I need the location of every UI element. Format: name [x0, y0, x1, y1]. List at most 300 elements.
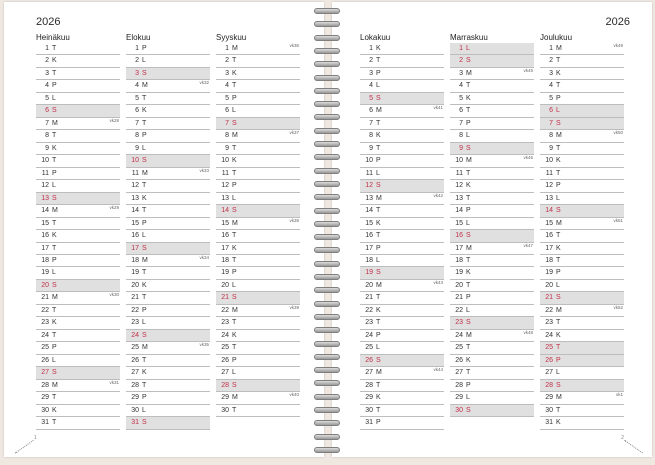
weekday-letter: L [556, 281, 560, 289]
day-row[interactable] [36, 255, 120, 267]
weekday-letter: T [232, 256, 237, 264]
day-row[interactable] [126, 193, 210, 205]
day-row[interactable] [36, 280, 120, 292]
day-row[interactable] [450, 255, 534, 267]
day-number: 14 [365, 207, 373, 215]
weekday-letter: L [142, 319, 146, 327]
weekday-letter: P [52, 169, 57, 177]
weekday-letter: T [376, 207, 381, 215]
day-row[interactable] [216, 243, 300, 255]
day-row[interactable] [216, 93, 300, 105]
day-row[interactable] [36, 155, 120, 167]
day-row[interactable] [36, 405, 120, 417]
day-row[interactable] [216, 130, 300, 142]
day-row[interactable] [36, 143, 120, 155]
day-row[interactable] [450, 180, 534, 192]
day-row[interactable] [450, 68, 534, 80]
day-row[interactable] [126, 80, 210, 92]
day-row[interactable] [36, 342, 120, 354]
day-number: 15 [545, 219, 553, 227]
day-row[interactable] [36, 55, 120, 67]
day-row[interactable] [216, 305, 300, 317]
day-row[interactable] [126, 292, 210, 304]
day-row[interactable] [360, 292, 444, 304]
day-row[interactable] [360, 405, 444, 417]
day-row[interactable] [360, 417, 444, 429]
weekday-letter: K [556, 69, 561, 77]
spiral-ring [314, 367, 340, 373]
spiral-ring [314, 447, 340, 453]
day-row[interactable] [126, 143, 210, 155]
weekday-letter: M [466, 69, 472, 77]
day-row[interactable] [36, 105, 120, 117]
weekday-letter: M [466, 157, 472, 165]
spiral-ring [314, 420, 340, 426]
weekday-letter: L [232, 107, 236, 115]
spiral-ring [314, 327, 340, 333]
day-row[interactable] [216, 118, 300, 130]
day-number: 9 [45, 144, 49, 152]
weekday-letter: K [466, 182, 471, 190]
day-row[interactable] [540, 193, 624, 205]
day-number: 10 [455, 157, 463, 165]
day-row[interactable] [126, 155, 210, 167]
day-row[interactable] [36, 392, 120, 404]
day-row[interactable] [360, 267, 444, 279]
weekday-letter: T [232, 57, 237, 65]
day-number: 16 [365, 232, 373, 240]
day-row[interactable] [216, 380, 300, 392]
week-number: vk35 [199, 342, 209, 348]
day-row[interactable] [540, 243, 624, 255]
weekday-letter: K [556, 419, 561, 427]
day-number: 30 [41, 406, 49, 414]
day-row[interactable] [126, 230, 210, 242]
weekday-letter: P [52, 344, 57, 352]
day-row[interactable] [450, 105, 534, 117]
weekday-letter: P [556, 356, 561, 364]
weekday-letter: K [232, 69, 237, 77]
day-row[interactable] [216, 405, 300, 417]
day-row[interactable] [540, 68, 624, 80]
day-row[interactable] [126, 355, 210, 367]
day-number: 5 [369, 94, 373, 102]
day-row[interactable] [450, 405, 534, 417]
day-row[interactable] [36, 180, 120, 192]
day-row[interactable] [36, 218, 120, 230]
weekday-letter: L [52, 269, 56, 277]
day-row[interactable] [360, 280, 444, 292]
day-row[interactable] [450, 218, 534, 230]
weekday-letter: K [52, 144, 57, 152]
day-row[interactable] [126, 243, 210, 255]
day-row[interactable] [360, 330, 444, 342]
day-number: 13 [221, 194, 229, 202]
day-row[interactable] [540, 280, 624, 292]
weekday-letter: T [142, 269, 147, 277]
day-row[interactable] [360, 392, 444, 404]
day-number: 7 [135, 119, 139, 127]
weekday-letter: M [142, 344, 148, 352]
day-row[interactable] [216, 43, 300, 55]
day-row[interactable] [540, 405, 624, 417]
day-row[interactable] [450, 380, 534, 392]
day-row[interactable] [36, 68, 120, 80]
day-row[interactable] [126, 330, 210, 342]
day-row[interactable] [540, 255, 624, 267]
day-row[interactable] [216, 218, 300, 230]
day-row[interactable] [216, 317, 300, 329]
day-number: 22 [41, 306, 49, 314]
weekday-letter: T [232, 169, 237, 177]
day-row[interactable] [36, 355, 120, 367]
weekday-letter: L [466, 394, 470, 402]
day-row[interactable] [216, 205, 300, 217]
day-row[interactable] [360, 193, 444, 205]
day-row[interactable] [450, 80, 534, 92]
day-row[interactable] [126, 168, 210, 180]
day-row[interactable] [126, 43, 210, 55]
weekday-letter: T [556, 256, 561, 264]
day-row[interactable] [540, 143, 624, 155]
day-number: 4 [225, 82, 229, 90]
day-row[interactable] [450, 243, 534, 255]
day-row[interactable] [216, 105, 300, 117]
day-row[interactable] [36, 292, 120, 304]
day-row[interactable] [216, 355, 300, 367]
day-row[interactable] [216, 55, 300, 67]
day-row[interactable] [36, 80, 120, 92]
day-row[interactable] [540, 130, 624, 142]
day-row[interactable] [126, 218, 210, 230]
day-row[interactable] [360, 180, 444, 192]
weekday-letter: L [142, 232, 146, 240]
day-row[interactable] [450, 367, 534, 379]
day-row[interactable] [36, 43, 120, 55]
day-number: 17 [545, 244, 553, 252]
weekday-letter: T [142, 182, 147, 190]
day-number: 6 [459, 107, 463, 115]
weekday-letter: S [466, 406, 471, 414]
day-number: 1 [549, 45, 553, 52]
day-row[interactable] [540, 180, 624, 192]
day-row[interactable] [36, 205, 120, 217]
day-row[interactable] [36, 317, 120, 329]
day-row[interactable] [126, 317, 210, 329]
day-row[interactable] [216, 168, 300, 180]
day-number: 22 [455, 306, 463, 314]
day-row[interactable] [540, 292, 624, 304]
day-row[interactable] [360, 205, 444, 217]
weekday-letter: M [142, 256, 148, 264]
weekday-letter: L [376, 169, 380, 177]
day-row[interactable] [216, 367, 300, 379]
day-row[interactable] [36, 168, 120, 180]
day-row[interactable] [450, 292, 534, 304]
day-row[interactable] [360, 380, 444, 392]
day-row[interactable] [360, 105, 444, 117]
day-row[interactable] [360, 230, 444, 242]
spiral-ring [314, 154, 340, 160]
day-row[interactable] [360, 43, 444, 55]
day-row[interactable] [216, 80, 300, 92]
day-row[interactable] [216, 392, 300, 404]
day-number: 22 [131, 306, 139, 314]
day-row[interactable] [216, 193, 300, 205]
day-row[interactable] [360, 130, 444, 142]
weekday-letter: T [556, 144, 561, 152]
day-row[interactable] [540, 267, 624, 279]
day-number: 20 [545, 281, 553, 289]
month-title: Syyskuu [216, 33, 247, 42]
day-row[interactable] [450, 168, 534, 180]
day-number: 21 [455, 294, 463, 302]
day-row[interactable] [540, 417, 624, 429]
weekday-letter: K [232, 157, 237, 165]
day-number: 5 [45, 94, 49, 102]
day-row[interactable] [360, 155, 444, 167]
day-row[interactable] [450, 267, 534, 279]
day-number: 1 [135, 45, 139, 52]
day-row[interactable] [126, 105, 210, 117]
day-number: 17 [365, 244, 373, 252]
day-row[interactable] [450, 55, 534, 67]
day-row[interactable] [540, 342, 624, 354]
day-row[interactable] [36, 330, 120, 342]
day-row[interactable] [540, 355, 624, 367]
day-row[interactable] [540, 55, 624, 67]
day-number: 7 [549, 119, 553, 127]
day-row[interactable] [126, 267, 210, 279]
weekday-letter: S [142, 157, 147, 165]
day-row[interactable] [450, 355, 534, 367]
day-row[interactable] [126, 255, 210, 267]
day-number: 10 [41, 157, 49, 165]
day-row[interactable] [450, 342, 534, 354]
day-row[interactable] [540, 205, 624, 217]
day-row[interactable] [360, 68, 444, 80]
day-row[interactable] [540, 317, 624, 329]
day-row[interactable] [126, 93, 210, 105]
day-row[interactable] [540, 380, 624, 392]
day-row[interactable] [450, 143, 534, 155]
day-row[interactable] [360, 317, 444, 329]
day-number: 24 [545, 331, 553, 339]
day-number: 14 [221, 207, 229, 215]
day-row[interactable] [126, 367, 210, 379]
day-row[interactable] [126, 130, 210, 142]
day-row[interactable] [216, 155, 300, 167]
day-row[interactable] [36, 243, 120, 255]
day-row[interactable] [360, 367, 444, 379]
weekday-letter: T [556, 82, 561, 90]
day-row[interactable] [36, 367, 120, 379]
day-row[interactable] [540, 80, 624, 92]
day-row[interactable] [540, 105, 624, 117]
day-row[interactable] [216, 342, 300, 354]
day-row[interactable] [36, 305, 120, 317]
spiral-ring [314, 8, 340, 14]
day-row[interactable] [360, 355, 444, 367]
day-row[interactable] [450, 130, 534, 142]
weekday-letter: S [466, 319, 471, 327]
day-row[interactable] [216, 267, 300, 279]
day-row[interactable] [36, 118, 120, 130]
day-number: 3 [45, 69, 49, 77]
day-row[interactable] [450, 93, 534, 105]
spiral-ring [314, 35, 340, 41]
day-number: 19 [131, 269, 139, 277]
day-row[interactable] [540, 392, 624, 404]
day-row[interactable] [216, 143, 300, 155]
day-row[interactable] [360, 118, 444, 130]
day-number: 23 [545, 319, 553, 327]
day-row[interactable] [360, 255, 444, 267]
day-number: 29 [41, 394, 49, 402]
day-row[interactable] [126, 118, 210, 130]
day-number: 24 [365, 331, 373, 339]
day-row[interactable] [450, 43, 534, 55]
day-row[interactable] [126, 55, 210, 67]
day-number: 12 [545, 182, 553, 190]
weekday-letter: S [556, 119, 561, 127]
weekday-letter: M [376, 281, 382, 289]
weekday-letter: S [142, 419, 147, 427]
day-row[interactable] [540, 305, 624, 317]
day-row[interactable] [126, 380, 210, 392]
day-row[interactable] [126, 280, 210, 292]
day-number: 28 [41, 381, 49, 389]
day-row[interactable] [36, 417, 120, 429]
day-number: 25 [365, 344, 373, 352]
day-row[interactable] [126, 205, 210, 217]
day-row[interactable] [216, 255, 300, 267]
day-row[interactable] [450, 230, 534, 242]
weekday-letter: P [376, 244, 381, 252]
weekday-letter: T [556, 57, 561, 65]
day-number: 23 [365, 319, 373, 327]
day-number: 4 [369, 82, 373, 90]
weekday-letter: P [142, 219, 147, 227]
day-number: 5 [549, 94, 553, 102]
day-number: 27 [365, 369, 373, 377]
day-row[interactable] [450, 155, 534, 167]
day-row[interactable] [216, 230, 300, 242]
day-row[interactable] [360, 305, 444, 317]
day-row[interactable] [540, 330, 624, 342]
day-row[interactable] [216, 68, 300, 80]
weekday-letter: T [556, 406, 561, 414]
day-number: 13 [545, 194, 553, 202]
day-row[interactable] [36, 130, 120, 142]
day-row[interactable] [216, 280, 300, 292]
day-row[interactable] [360, 342, 444, 354]
day-row[interactable] [360, 80, 444, 92]
month-column [216, 32, 300, 417]
day-row[interactable] [360, 55, 444, 67]
weekday-letter: M [556, 219, 562, 227]
day-row[interactable] [360, 168, 444, 180]
day-row[interactable] [126, 305, 210, 317]
weekday-letter: S [556, 381, 561, 389]
day-row[interactable] [36, 380, 120, 392]
day-row[interactable] [126, 68, 210, 80]
day-row[interactable] [540, 155, 624, 167]
spiral-ring [314, 75, 340, 81]
day-number: 31 [131, 419, 139, 427]
week-number: vk37 [289, 130, 299, 136]
day-number: 8 [459, 132, 463, 140]
day-row[interactable] [126, 180, 210, 192]
weekday-letter: P [376, 331, 381, 339]
day-row[interactable] [360, 143, 444, 155]
day-row[interactable] [450, 118, 534, 130]
spiral-ring [314, 434, 340, 440]
day-number: 20 [131, 281, 139, 289]
weekday-letter: L [556, 369, 560, 377]
day-row[interactable] [540, 168, 624, 180]
day-row[interactable] [540, 43, 624, 55]
day-number: 13 [365, 194, 373, 202]
day-row[interactable] [540, 118, 624, 130]
day-row[interactable] [450, 330, 534, 342]
day-row[interactable] [540, 93, 624, 105]
day-row[interactable] [36, 230, 120, 242]
day-row[interactable] [36, 267, 120, 279]
day-number: 24 [221, 331, 229, 339]
spiral-ring [314, 234, 340, 240]
day-row[interactable] [450, 280, 534, 292]
day-row[interactable] [216, 292, 300, 304]
weekday-letter: T [466, 82, 471, 90]
day-row[interactable] [36, 193, 120, 205]
day-row[interactable] [540, 218, 624, 230]
day-row[interactable] [540, 367, 624, 379]
day-number: 12 [365, 182, 373, 190]
day-row[interactable] [450, 317, 534, 329]
day-row[interactable] [216, 330, 300, 342]
week-number: vk46 [523, 155, 533, 161]
day-number: 7 [459, 119, 463, 127]
day-row[interactable] [126, 342, 210, 354]
weekday-letter: T [232, 144, 237, 152]
week-number: vk42 [433, 192, 443, 198]
day-row[interactable] [126, 392, 210, 404]
day-row[interactable] [216, 180, 300, 192]
day-row[interactable] [36, 93, 120, 105]
day-row[interactable] [450, 305, 534, 317]
day-number: 26 [365, 356, 373, 364]
day-row[interactable] [360, 218, 444, 230]
spiral-ring [314, 21, 340, 27]
day-number: 26 [221, 356, 229, 364]
day-row[interactable] [450, 392, 534, 404]
day-row[interactable] [540, 230, 624, 242]
day-number: 3 [135, 69, 139, 77]
day-number: 5 [135, 94, 139, 102]
day-row[interactable] [360, 243, 444, 255]
day-row[interactable] [360, 93, 444, 105]
day-number: 18 [545, 256, 553, 264]
day-row[interactable] [126, 417, 210, 429]
day-number: 21 [365, 294, 373, 302]
weekday-letter: L [52, 182, 56, 190]
weekday-letter: P [376, 419, 381, 427]
day-row[interactable] [450, 205, 534, 217]
day-row[interactable] [126, 405, 210, 417]
day-number: 12 [131, 182, 139, 190]
day-row[interactable] [450, 193, 534, 205]
